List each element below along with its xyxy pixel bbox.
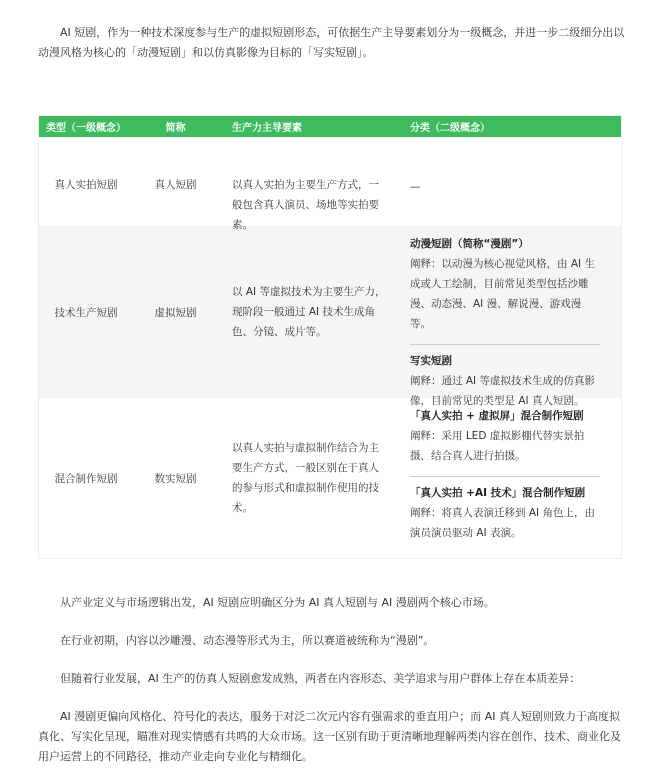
cell-category <box>408 226 621 407</box>
subcategory-desc: 阐释：通过 AI 等虚拟技术生成的仿真影像，目前常见的类型是 AI 真人短剧。 <box>410 375 595 407</box>
subcategory-title: 写实短剧 <box>410 355 452 367</box>
paragraph: AI 漫剧更偏向风格化、符号化的表达，服务于对泛二次元内容有强需求的垂直用户；而 AI 真人短剧则致力于高度拟真化、写实化呈现，瞄准对现实情感有共鸣的大众市场。这一区别有助于更清晰地理解两类内容在创作、技术、商业化及用户运营上的不同路径，推动产业走向专业化与精细化。 <box>38 710 621 763</box>
cell-short: 虚拟短剧 <box>154 306 197 319</box>
divider <box>410 476 600 477</box>
table-row <box>39 226 621 407</box>
table-row <box>39 137 621 231</box>
cell-type: 真人实拍短剧 <box>54 179 118 191</box>
cell-factor-text: 以 AI 等虚拟技术为主要生产力，现阶段一般通过 AI 技术生成角色、分镜、成片等。 <box>232 286 386 338</box>
intro-paragraph <box>38 23 628 63</box>
subcategory-title: 「真人实拍 + 虚拟屏」混合制作短剧 <box>410 410 584 422</box>
cell-factor-text: 以真人实拍与虚拟制作结合为主要生产方式，一般区别在于真人的参与形式和虚拟制作使用的技术。 <box>232 442 379 514</box>
header-short: 简称 <box>165 123 186 134</box>
cell-factor <box>218 137 408 231</box>
classification-table <box>38 115 622 559</box>
cell-factor <box>218 398 408 558</box>
cell-type: 混合制作短剧 <box>54 472 118 485</box>
subcategory-title: 「真人实拍 +AI 技术」混合制作短剧 <box>410 487 586 499</box>
divider <box>410 344 600 345</box>
intro-text: AI 短剧，作为一种技术深度参与生产的虚拟短剧形态，可依据生产主导要素划分为一级概念，并进一步二级细分出以动漫风格为核心的「动漫短剧」和以仿真影像为目标的「写实短剧」。 <box>38 26 625 59</box>
table-header <box>39 116 621 137</box>
body-section <box>38 593 628 767</box>
table-row <box>39 398 621 558</box>
subcategory-desc: 阐释：以动漫为核心视觉风格，由 AI 生成或人工绘制，目前常见类型包括沙雕漫、动态漫、AI 漫、解说漫、游戏漫等。 <box>410 258 595 330</box>
subcategory-desc: 阐释：采用 LED 虚拟影棚代替实景拍摄，结合真人进行拍摄。 <box>410 430 585 462</box>
cell-factor-text: 以真人实拍为主要生产方式，一般包含真人演员、场地等实拍要素。 <box>232 179 379 231</box>
cell-short: 真人短剧 <box>154 179 197 191</box>
cell-category: — <box>410 181 421 193</box>
subcategory-title: 动漫短剧（简称“漫剧”） <box>410 238 529 250</box>
paragraph: 但随着行业发展，AI 生产的仿真人短剧愈发成熟，两者在内容形态、美学追求与用户群体上存在本质差异： <box>60 672 581 685</box>
subcategory <box>410 226 601 334</box>
header-type: 类型（一级概念） <box>46 123 126 134</box>
subcategory <box>410 398 601 466</box>
cell-short: 数实短剧 <box>154 472 197 485</box>
header-category: 分类（二级概念） <box>410 123 490 134</box>
paragraph: 从产业定义与市场逻辑出发，AI 短剧应明确区分为 AI 真人短剧与 AI 漫剧两个核心市场。 <box>60 596 495 609</box>
header-factor: 生产力主导要素 <box>232 123 302 134</box>
cell-type: 技术生产短剧 <box>54 306 118 319</box>
subcategory <box>410 483 601 543</box>
cell-category <box>408 398 621 558</box>
subcategory-desc: 阐释：将真人表演迁移到 AI 角色上，由演员演员驱动 AI 表演。 <box>410 507 595 539</box>
cell-factor <box>218 226 408 398</box>
paragraph: 在行业初期，内容以沙雕漫、动态漫等形式为主，所以赛道被统称为“漫剧”。 <box>60 634 435 647</box>
